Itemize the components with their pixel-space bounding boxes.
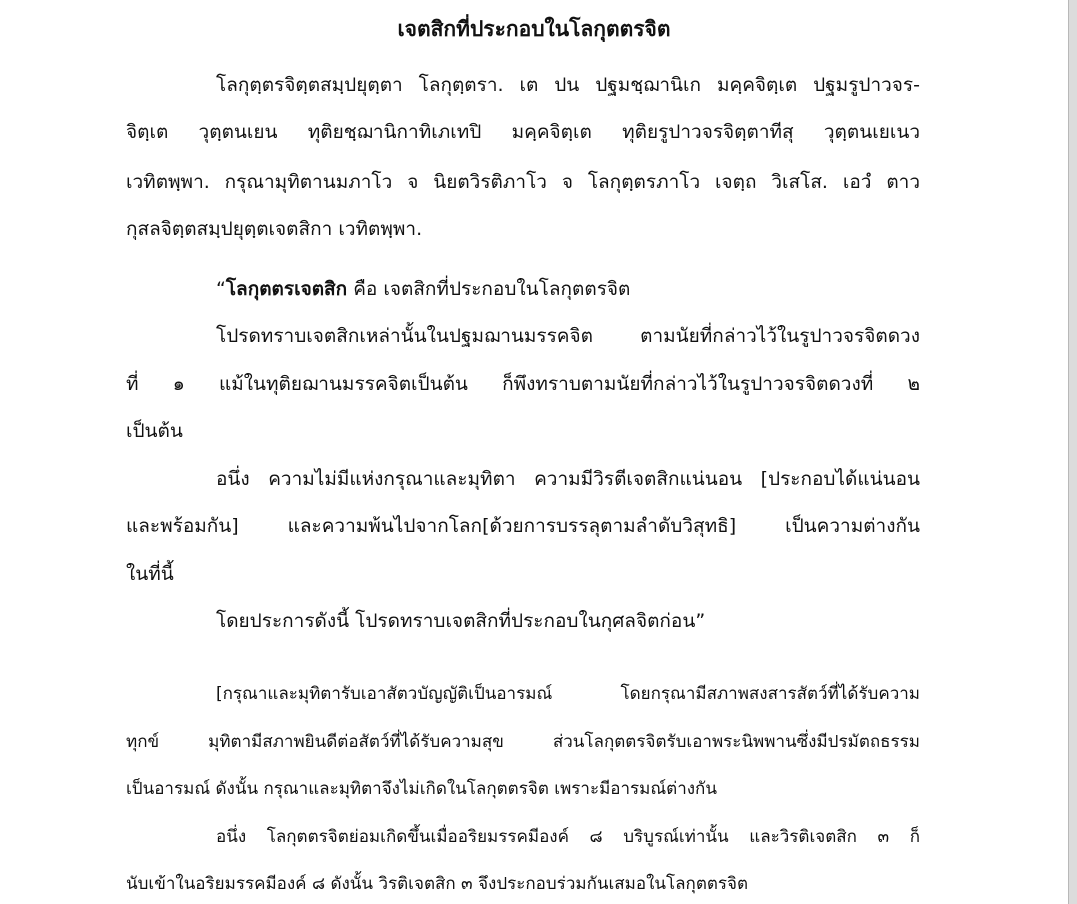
definition-paragraph bbox=[216, 274, 630, 304]
note-paragraph-2-line-2: นับเข้าในอริยมรรคมีองค์ ๘ ดังนั้น วิรติเจตสิก ๓ จึงประกอบร่วมกันเสมอในโลกุตตรจิต bbox=[126, 874, 749, 894]
translation-paragraph-3-line-1: โดยประการดังนี้ โปรดทราบเจตสิกที่ประกอบในกุศลจิตก่อน” bbox=[216, 610, 706, 632]
note-paragraph-1-line-3: เป็นอารมณ์ ดังนั้น กรุณาและมุทิตาจึงไม่เกิดในโลกุตตรจิต เพราะมีอารมณ์ต่างกัน bbox=[126, 779, 717, 799]
note-paragraph-2-line-1: อนึ่ง โลกุตตรจิตย่อมเกิดขึ้นเมื่ออริยมรรคมีองค์ ๘ บริบูรณ์เท่านั้น และวิรติเจตสิก ๓ ก็ bbox=[216, 827, 920, 847]
pali-paragraph-line-2: จิตฺเต วุตฺตนเยน ทุติยชฺฌานิกาทิเภเทปิ มคฺคจิตฺเต ทุติยรูปาวจรจิตฺตาทีสุ วุตฺตนเยเนว bbox=[126, 121, 920, 143]
translation-paragraph-1-line-3: เป็นต้น bbox=[126, 420, 183, 442]
translation-paragraph-2-line-3: ในที่นี้ bbox=[126, 563, 174, 585]
document-title: เจตสิกที่ประกอบในโลกุตตรจิต bbox=[397, 17, 671, 41]
translation-paragraph-1-line-2: ที่ ๑ แม้ในทุติยฌานมรรคจิตเป็นต้น ก็พึงทราบตามนัยที่กล่าวไว้ในรูปาวจรจิตดวงที่ ๒ bbox=[126, 373, 920, 395]
pali-paragraph-line-3: เวทิตพฺพา. กรุณามุทิตานมภาโว จ นิยตวิรติภาโว จ โลกุตฺตรภาโว เจตฺถ วิเสโส. เอวํ ตาว bbox=[126, 171, 920, 193]
definition-text: คือ เจตสิกที่ประกอบในโลกุตตรจิต bbox=[347, 278, 631, 300]
translation-paragraph-2-line-1: อนึ่ง ความไม่มีแห่งกรุณาและมุทิตา ความมีวิรตีเจตสิกแน่นอน [ประกอบได้แน่นอน bbox=[216, 468, 920, 490]
note-paragraph-1-line-2: ทุกข์ มุทิตามีสภาพยินดีต่อสัตว์ที่ได้รับความสุข ส่วนโลกุตตรจิตรับเอาพระนิพพานซึ่งมีปรมัตถธรรม bbox=[126, 732, 920, 752]
note-paragraph-1-line-1: [กรุณาและมุทิตารับเอาสัตวบัญญัติเป็นอารมณ์ โดยกรุณามีสภาพสงสารสัตว์ที่ได้รับความ bbox=[216, 684, 920, 704]
defined-term: โลกุตตรเจตสิก bbox=[225, 278, 348, 300]
translation-paragraph-1-line-1: โปรดทราบเจตสิกเหล่านั้นในปฐมฌานมรรคจิต ตามนัยที่กล่าวไว้ในรูปาวจรจิตดวง bbox=[216, 325, 920, 347]
quote-open-mark: “ bbox=[216, 278, 226, 300]
pali-paragraph-line-1: โลกุตฺตรจิตฺตสมฺปยุตฺตา โลกุตฺตรา. เต ปน ปฐมชฺฌานิเก มคฺคจิตฺเต ปฐมรูปาวจร- bbox=[216, 74, 920, 96]
translation-paragraph-2-line-2: และพร้อมกัน] และความพ้นไปจากโลก[ด้วยการบรรลุตามลำดับวิสุทธิ] เป็นความต่างกัน bbox=[126, 515, 920, 537]
window-frame-edge bbox=[1068, 0, 1077, 904]
pali-paragraph-line-4: กุสลจิตฺตสมฺปยุตฺตเจตสิกา เวทิตพฺพา. bbox=[126, 218, 423, 240]
